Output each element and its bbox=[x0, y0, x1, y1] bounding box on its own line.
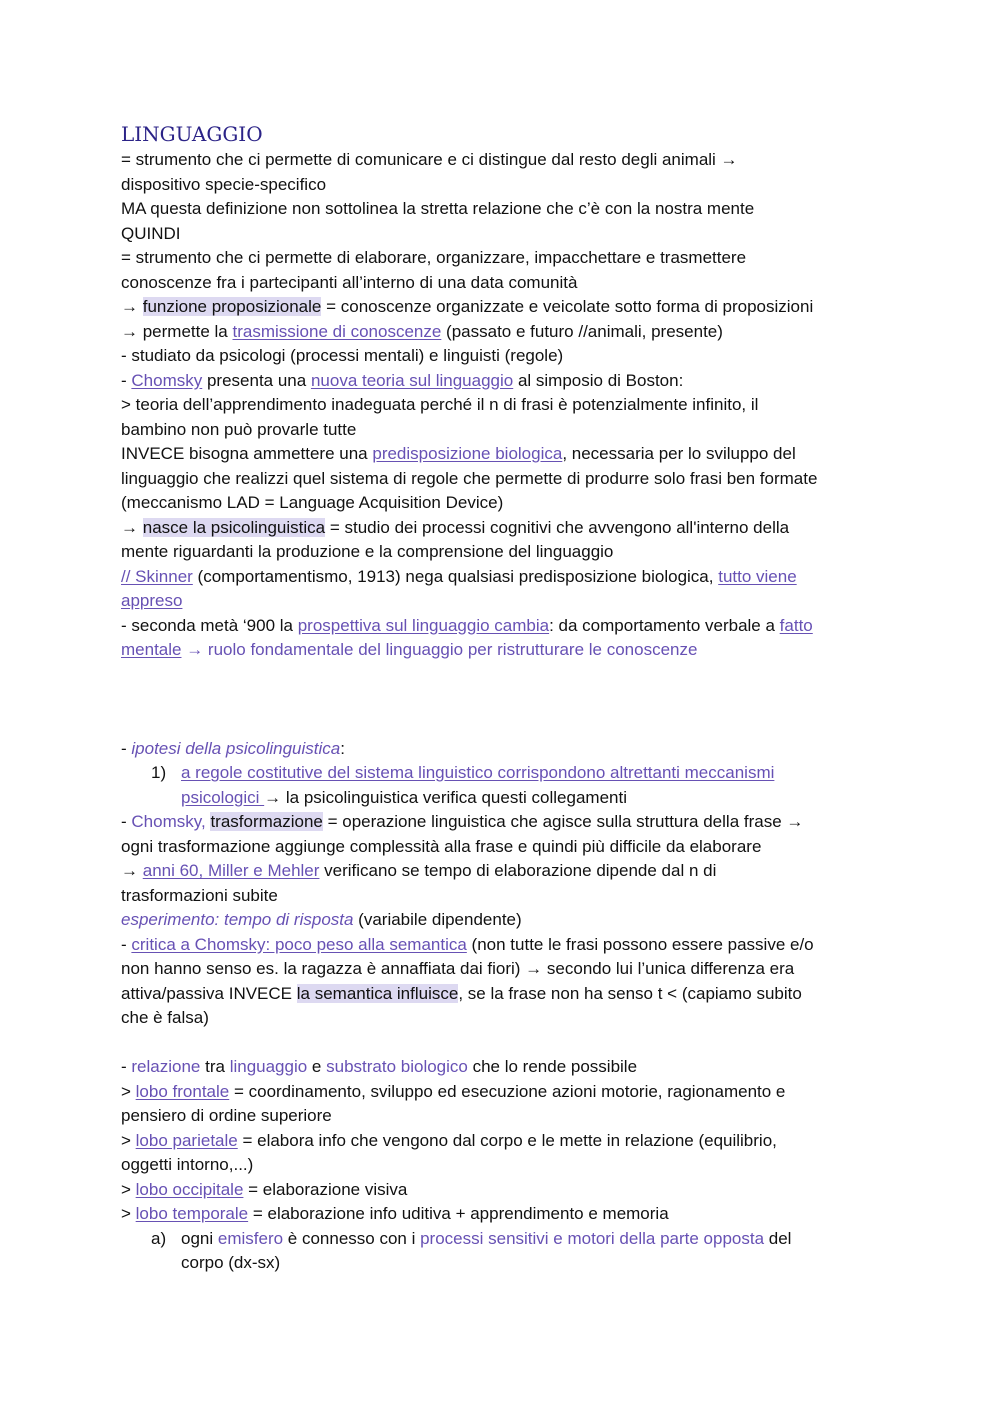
text-line: - critica a Chomsky: poco peso alla semantica (non tutte le frasi possono essere passive e/o bbox=[121, 934, 814, 954]
underlined-term: // Skinner bbox=[121, 566, 193, 586]
highlight: funzione proposizionale bbox=[142, 297, 322, 316]
text-line: → permette la trasmissione di conoscenze (passato e futuro //animali, presente) bbox=[121, 321, 723, 341]
underlined-term: psicologici bbox=[181, 787, 265, 807]
text-line: che è falsa) bbox=[121, 1008, 209, 1027]
text-line: esperimento: tempo di risposta (variabile dipendente) bbox=[121, 910, 522, 929]
text-line: dispositivo specie-specifico bbox=[121, 174, 327, 194]
text-line: = strumento che ci permette di comunicare e ci distingue dal resto degli animali → bbox=[121, 150, 738, 169]
highlight: la semantica influisce bbox=[296, 983, 459, 1003]
list-item-continuation: corpo (dx-sx) bbox=[181, 1253, 281, 1272]
text-line: > teoria dell’apprendimento inadeguata perché il n di frasi è potenzialmente infinito, il bbox=[121, 395, 759, 414]
underlined-term: a regole costitutive del sistema linguistico corrispondono altrettanti meccanismi bbox=[181, 763, 775, 782]
document-body bbox=[121, 148, 891, 1276]
text-line: pensiero di ordine superiore bbox=[121, 1106, 332, 1125]
text-line: > lobo occipitale = elaborazione visiva bbox=[121, 1179, 408, 1199]
underlined-term: nuova teoria sul linguaggio bbox=[310, 370, 514, 390]
underlined-term: lobo temporale bbox=[135, 1204, 249, 1223]
text-line: oggetti intorno,...) bbox=[121, 1155, 254, 1174]
text-line: INVECE bisogna ammettere una predisposizione biologica, necessaria per lo sviluppo del bbox=[121, 444, 796, 463]
text-line: → funzione proposizionale = conoscenze organizzate e veicolate sotto forma di proposizioni bbox=[121, 297, 814, 316]
underlined-term: anni 60, Miller e Mehler bbox=[142, 861, 320, 880]
list-item: a) ogni emisfero è connesso con i processi sensitivi e motori della parte opposta del bbox=[121, 1227, 891, 1252]
text-line: trasformazioni subite bbox=[121, 885, 278, 905]
text-line: > lobo temporale = elaborazione info uditiva + apprendimento e memoria bbox=[121, 1204, 669, 1223]
text-line: mentale → ruolo fondamentale del linguaggio per ristrutturare le conoscenze bbox=[121, 640, 698, 659]
list-item bbox=[121, 761, 891, 786]
text-line: - studiato da psicologi (processi mentali) e linguisti (regole) bbox=[121, 346, 564, 365]
underlined-term: lobo frontale bbox=[135, 1081, 230, 1101]
highlight: trasformazione bbox=[210, 812, 323, 831]
text-line: - relazione tra linguaggio e substrato biologico che lo rende possibile bbox=[121, 1057, 638, 1076]
text-line: ogni trasformazione aggiunge complessità alla frase e quindi più difficile da elaborare bbox=[121, 836, 762, 856]
text-line: (meccanismo LAD = Language Acquisition Device) bbox=[121, 493, 504, 512]
text-line: MA questa definizione non sottolinea la stretta relazione che c’è con la nostra mente bbox=[121, 199, 755, 218]
underlined-term: Chomsky bbox=[131, 370, 203, 390]
highlight: nasce la psicolinguistica bbox=[142, 517, 326, 537]
text-line: attiva/passiva INVECE la semantica influisce, se la frase non ha senso t < (capiamo subito bbox=[121, 983, 802, 1003]
text-line bbox=[121, 589, 891, 614]
text-line: → nasce la psicolinguistica = studio dei processi cognitivi che avvengono all'interno della bbox=[121, 517, 790, 537]
underlined-term: tutto viene bbox=[718, 566, 797, 586]
underlined-term: appreso bbox=[121, 591, 183, 610]
text-line: bambino non può provarle tutte bbox=[121, 419, 357, 439]
underlined-term: prospettiva sul linguaggio cambia bbox=[297, 615, 550, 635]
section-spacer bbox=[121, 1031, 891, 1056]
text-line: > lobo parietale = elabora info che vengono dal corpo e le mette in relazione (equilibrio, bbox=[121, 1130, 777, 1150]
text-line: → anni 60, Miller e Mehler verificano se tempo di elaborazione dipende dal n di bbox=[121, 861, 717, 880]
text-line: conoscenze fra i partecipanti all’interno di una data comunità bbox=[121, 272, 578, 292]
text-line: mente riguardanti la produzione e la comprensione del linguaggio bbox=[121, 542, 614, 561]
text-line: - Chomsky presenta una nuova teoria sul linguaggio al simposio di Boston: bbox=[121, 370, 684, 390]
text-line: > lobo frontale = coordinamento, sviluppo ed esecuzione azioni motorie, ragionamento e bbox=[121, 1081, 786, 1101]
italic-term: ipotesi della psicolinguistica bbox=[131, 738, 341, 758]
underlined-term: predisposizione biologica bbox=[372, 444, 563, 463]
italic-term: esperimento: tempo di risposta bbox=[121, 910, 354, 929]
text-line: // Skinner (comportamentismo, 1913) nega qualsiasi predisposizione biologica, tutto viene bbox=[121, 566, 797, 586]
underlined-term: lobo occipitale bbox=[135, 1179, 244, 1199]
underlined-term: mentale bbox=[121, 640, 182, 659]
document-title: LINGUAGGIO bbox=[121, 122, 263, 146]
text-line: QUINDI bbox=[121, 223, 181, 243]
section-spacer bbox=[121, 663, 891, 737]
text-line: - Chomsky, trasformazione = operazione linguistica che agisce sulla struttura della frase → bbox=[121, 812, 804, 831]
underlined-term: critica a Chomsky: poco peso alla semantica bbox=[131, 934, 467, 954]
list-marker: a) bbox=[151, 1228, 167, 1248]
list-item-continuation: psicologici → la psicolinguistica verifica questi collegamenti bbox=[181, 787, 627, 807]
text-line: linguaggio che realizzi quel sistema di regole che permette di produrre solo frasi ben formate bbox=[121, 468, 818, 488]
text-line: - ipotesi della psicolinguistica: bbox=[121, 738, 345, 758]
underlined-term: fatto bbox=[779, 615, 813, 635]
text-line: - seconda metà ‘900 la prospettiva sul linguaggio cambia: da comportamento verbale a fatto bbox=[121, 615, 813, 635]
list-marker: 1) bbox=[151, 763, 167, 782]
underlined-term: trasmissione di conoscenze bbox=[232, 321, 442, 341]
text-line: = strumento che ci permette di elaborare, organizzare, impacchettare e trasmettere bbox=[121, 248, 747, 267]
text-line: non hanno senso es. la ragazza è annaffiata dai fiori) → secondo lui l’unica differenza era bbox=[121, 959, 795, 978]
underlined-term: lobo parietale bbox=[135, 1130, 238, 1150]
